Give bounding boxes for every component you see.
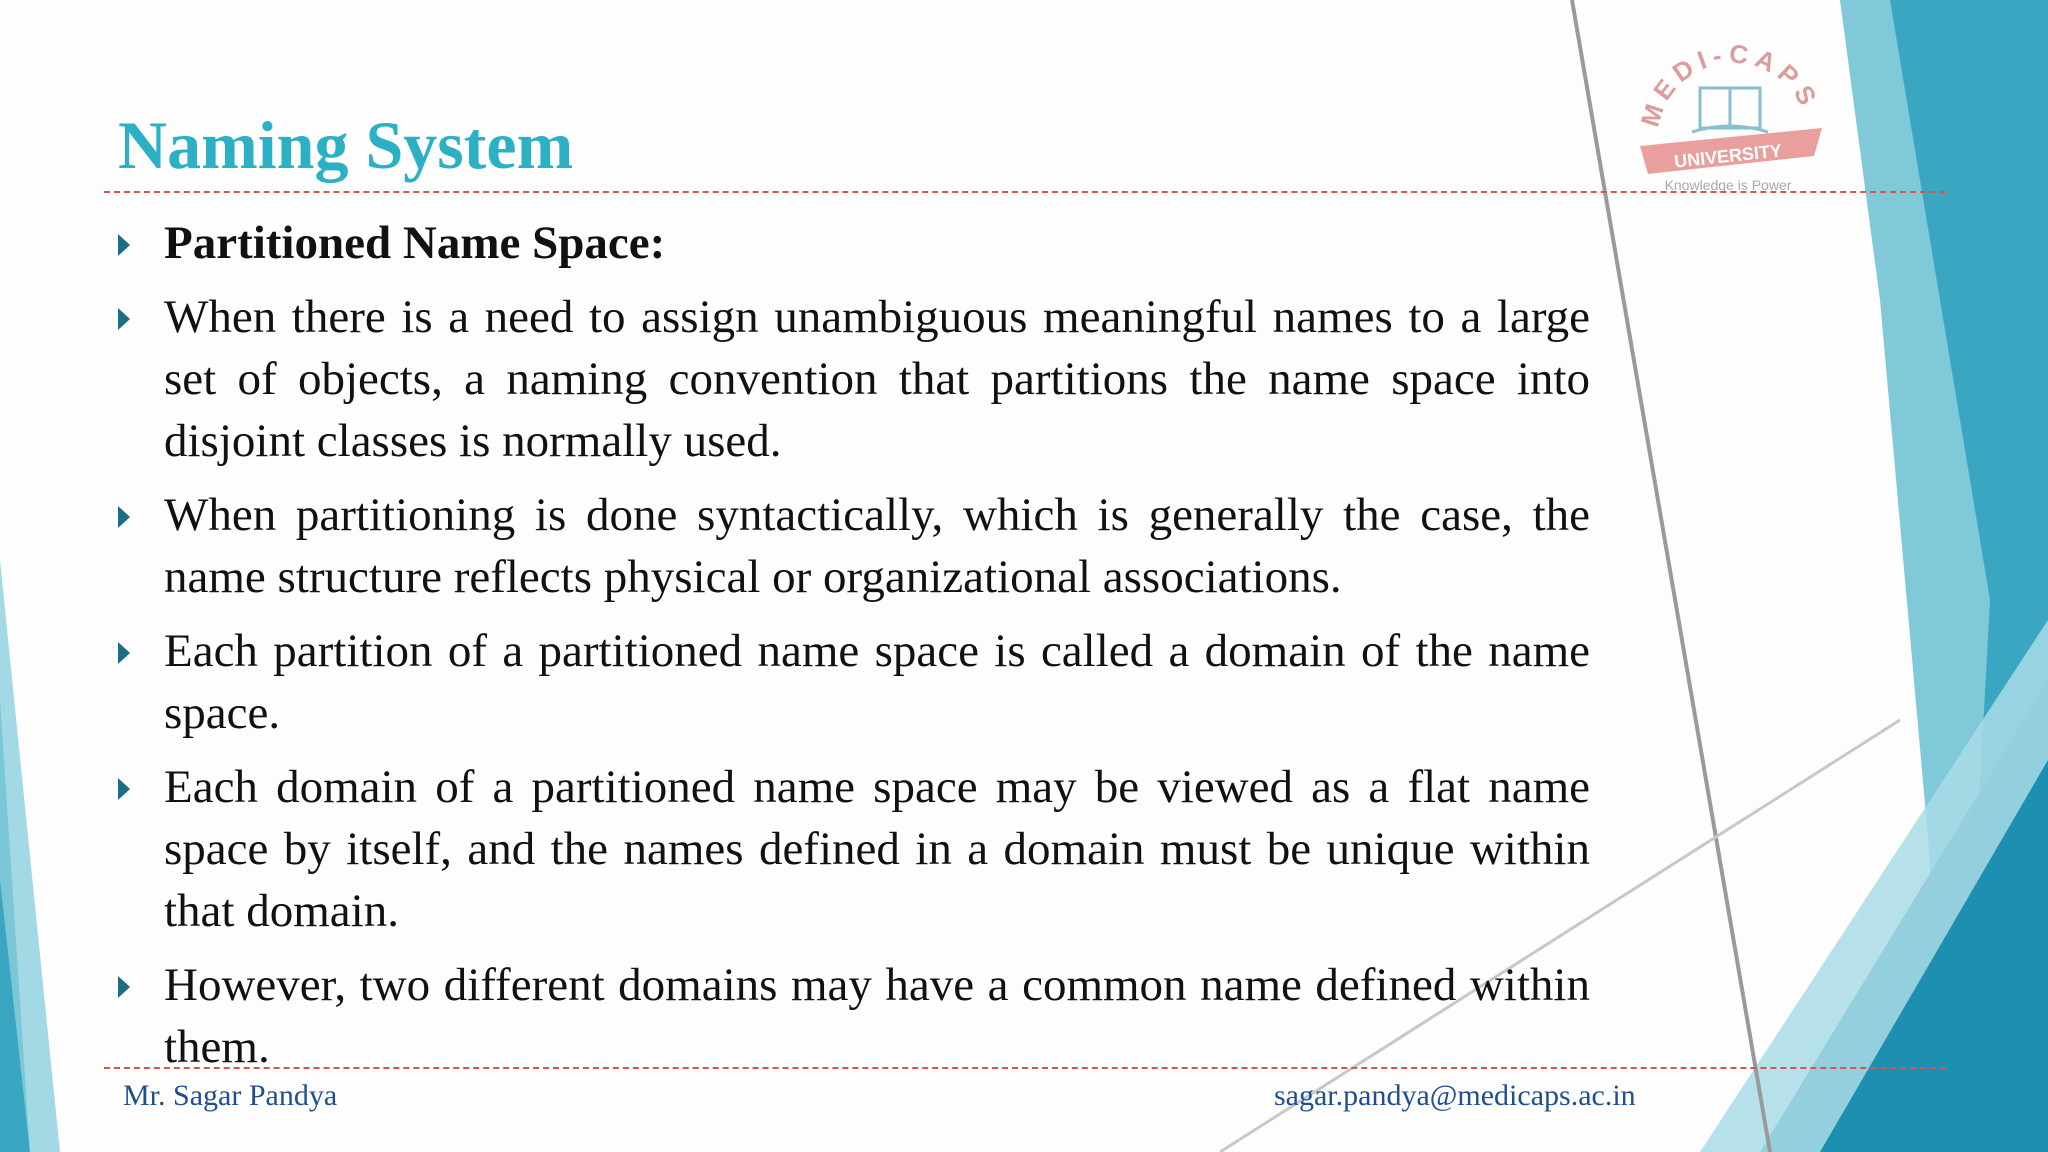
bullet-text: Each domain of a partitioned name space may be viewed as a flat name space by itself, and the names defined in a domain must be unique within that domain. bbox=[164, 761, 1590, 937]
footer-divider bbox=[104, 1067, 1946, 1069]
logo-ribbon-text: UNIVERSITY bbox=[1673, 140, 1783, 172]
bullet-item bbox=[118, 954, 1590, 1078]
bullet-item bbox=[118, 484, 1590, 608]
open-book-icon bbox=[1692, 88, 1768, 132]
slide-title: Naming System bbox=[118, 107, 574, 183]
bullet-arrow-icon bbox=[118, 642, 130, 664]
bullet-text: Partitioned Name Space: bbox=[164, 217, 666, 269]
bullet-text: However, two different domains may have a common name defined within them. bbox=[164, 959, 1590, 1073]
bullet-arrow-icon bbox=[118, 778, 130, 800]
bullet-arrow-icon bbox=[118, 976, 130, 998]
bullet-arrow-icon bbox=[118, 308, 130, 330]
bullet-item bbox=[118, 756, 1590, 942]
logo-tagline: Knowledge is Power bbox=[1664, 177, 1792, 193]
bullet-list bbox=[118, 212, 1590, 1090]
footer-email: sagar.pandya@medicaps.ac.in bbox=[1274, 1079, 1636, 1112]
bullet-text: Each partition of a partitioned name space is called a domain of the name space. bbox=[164, 625, 1590, 739]
bullet-item bbox=[118, 286, 1590, 472]
bullet-arrow-icon bbox=[118, 234, 130, 256]
bullet-item bbox=[118, 620, 1590, 744]
bullet-item bbox=[118, 212, 1590, 274]
university-logo bbox=[1618, 28, 1844, 196]
bullet-text: When partitioning is done syntactically, which is generally the case, the name structure reflects physical or organizational associations. bbox=[164, 489, 1590, 603]
logo-arc-text: MEDI-CAPS bbox=[1634, 38, 1826, 131]
title-divider bbox=[104, 191, 1946, 193]
bullet-text: When there is a need to assign unambiguous meaningful names to a large set of objects, a naming convention that partitions the name space into disjoint classes is normally used. bbox=[164, 291, 1590, 467]
bullet-arrow-icon bbox=[118, 506, 130, 528]
footer-author: Mr. Sagar Pandya bbox=[123, 1079, 338, 1112]
